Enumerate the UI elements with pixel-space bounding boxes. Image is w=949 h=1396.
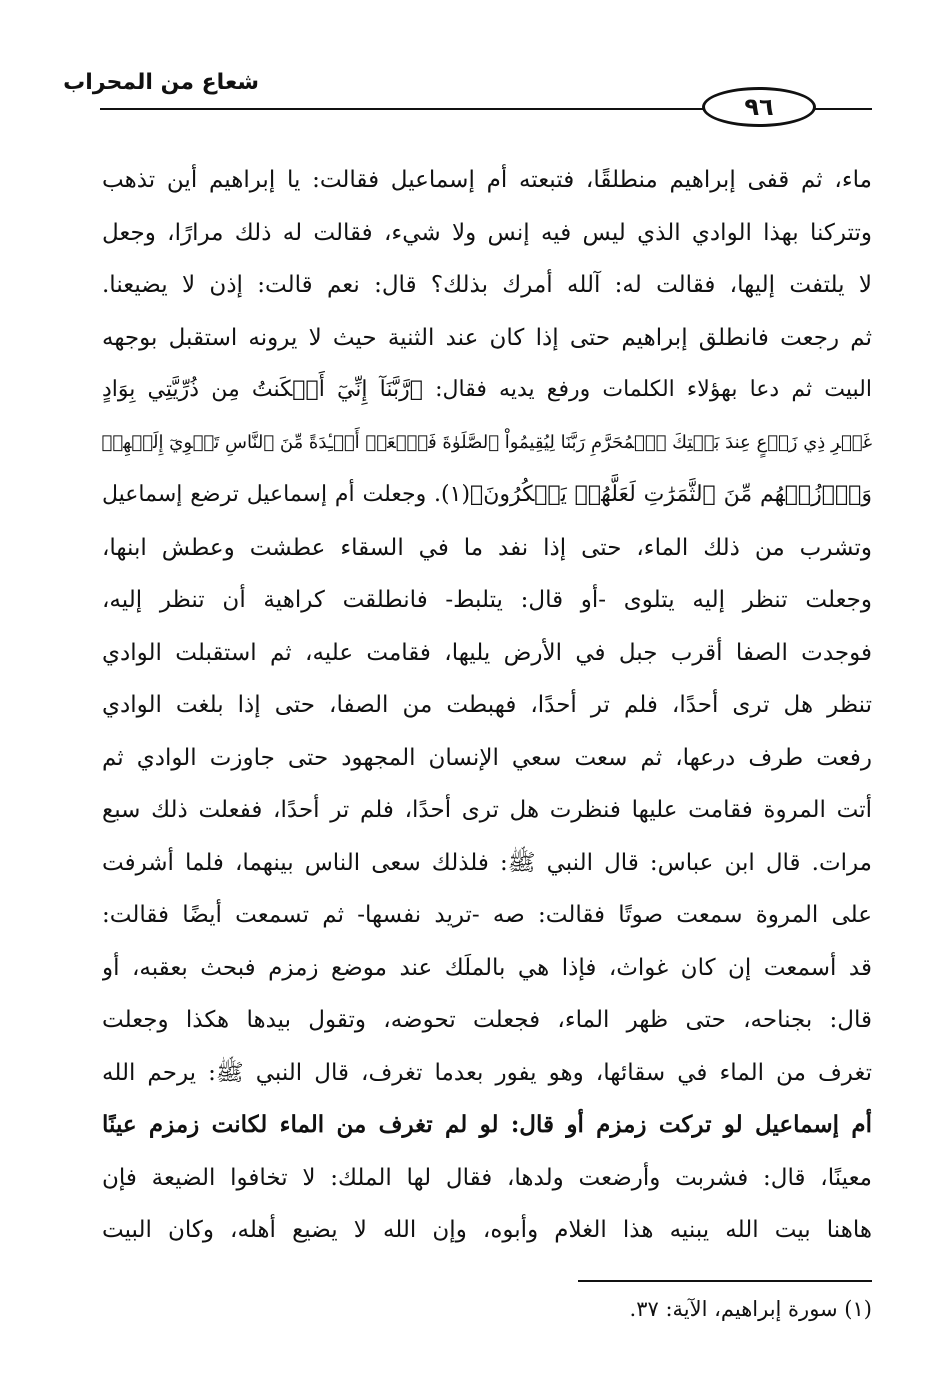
text-line: ماء، ثم قفى إبراهيم منطلقًا، فتبعته أم إسماعيل فقالت: يا إبراهيم أين تذهب [102, 167, 872, 193]
text-line: رفعت طرف درعها، ثم سعت سعي الإنسان المجهود حتى جاوزت الوادي ثم [102, 744, 872, 771]
text-line: قال: بجناحه، حتى ظهر الماء، فجعلت تحوضه، وتقول بيدها هكذا وجعلت [102, 1007, 872, 1033]
text-line: هاهنا بيت الله يبنيه هذا الغلام وأبوه، وإن الله لا يضيع أهله، وكان البيت [102, 1217, 872, 1243]
text-line: أتت المروة فقامت عليها فنظرت هل ترى أحدًا، فلم تر أحدًا، ففعلت ذلك سبع [102, 797, 872, 823]
text-line: تغرف من الماء في سقائها، وهو يفور بعدما تغرف، قال النبي ﷺ: يرحم الله [102, 1059, 872, 1086]
text-line: قد أسمعت إن كان غواث، فإذا هي بالملَك عند موضع زمزم فبحث بعقبه، أو [102, 954, 872, 981]
footnote-rule [578, 1280, 872, 1282]
running-title: شعاع من المحراب [63, 70, 259, 95]
footnote: (١) سورة إبراهيم، الآية: ٣٧. [629, 1297, 872, 1321]
text-line: لا يلتفت إليها، فقالت له: آلله أمرك بذلك؟ قال: نعم قالت: إذن لا يضيعنا. [102, 272, 872, 298]
text-line: معينًا، قال: فشربت وأرضعت ولدها، فقال لها الملك: لا تخافوا الضيعة فإن [102, 1164, 872, 1191]
text-line: وجعلت تنظر إليه يتلوى -أو قال: يتلبط- فانطلقت كراهية أن تنظر إليه، [102, 587, 872, 613]
text-line: البيت ثم دعا بهؤلاء الكلمات ورفع يديه فقال: ﴿رَّبَّنَآ إِنِّيٓ أَسۡكَنتُ مِن ذُرِّيَّتِي بِوَادٍ [102, 377, 872, 402]
quran-verse-line: غَيۡرِ ذِي زَرۡعٍ عِندَ بَيۡتِكَ ٱلۡمُحَرَّمِ رَبَّنَا لِيُقِيمُواْ ٱلصَّلَوٰةَ فَٱجۡعَلۡ أَفۡـِٔدَةً مِّنَ ٱلنَّاسِ تَهۡوِيٓ إِلَيۡهِمۡ [102, 431, 872, 453]
body-text [102, 154, 872, 1257]
text-line: ثم رجعت فانطلق إبراهيم حتى إذا كان عند الثنية حيث لا يرونه استقبل بوجهه [102, 324, 872, 351]
hadith-line: أم إسماعيل لو تركت زمزم أو قال: لو لم تغرف من الماء لكانت زمزم عينًا [102, 1111, 872, 1138]
text-line: فوجدت الصفا أقرب جبل في الأرض يليها، فقامت عليه، ثم استقبلت الوادي [102, 639, 872, 666]
text-line: تنظر هل ترى أحدًا، فلم تر أحدًا، فهبطت من الصفا، حتى إذا بلغت الوادي [102, 692, 872, 718]
text-line: مرات. قال ابن عباس: قال النبي ﷺ: فلذلك سعى الناس بينهما، فلما أشرفت [102, 849, 872, 876]
text-line: وتتركنا بهذا الوادي الذي ليس فيه إنس ولا شيء، فقالت له ذلك مرارًا، وجعل [102, 219, 872, 246]
text-line: وَٱرۡزُقۡهُم مِّنَ ٱلثَّمَرَٰتِ لَعَلَّهُمۡ يَشۡكُرُونَ﴾(١). وجعلت أم إسماعيل ترضع إسماعيل [102, 482, 872, 507]
text-line: وتشرب من ذلك الماء، حتى إذا نفد ما في السقاء عطشت وعطش ابنها، [102, 534, 872, 561]
text-line: على المروة سمعت صوتًا فقالت: صه -تريد نفسها- ثم تسمعت أيضًا فقالت: [102, 902, 872, 928]
page-number: ٩٦ [702, 87, 816, 127]
